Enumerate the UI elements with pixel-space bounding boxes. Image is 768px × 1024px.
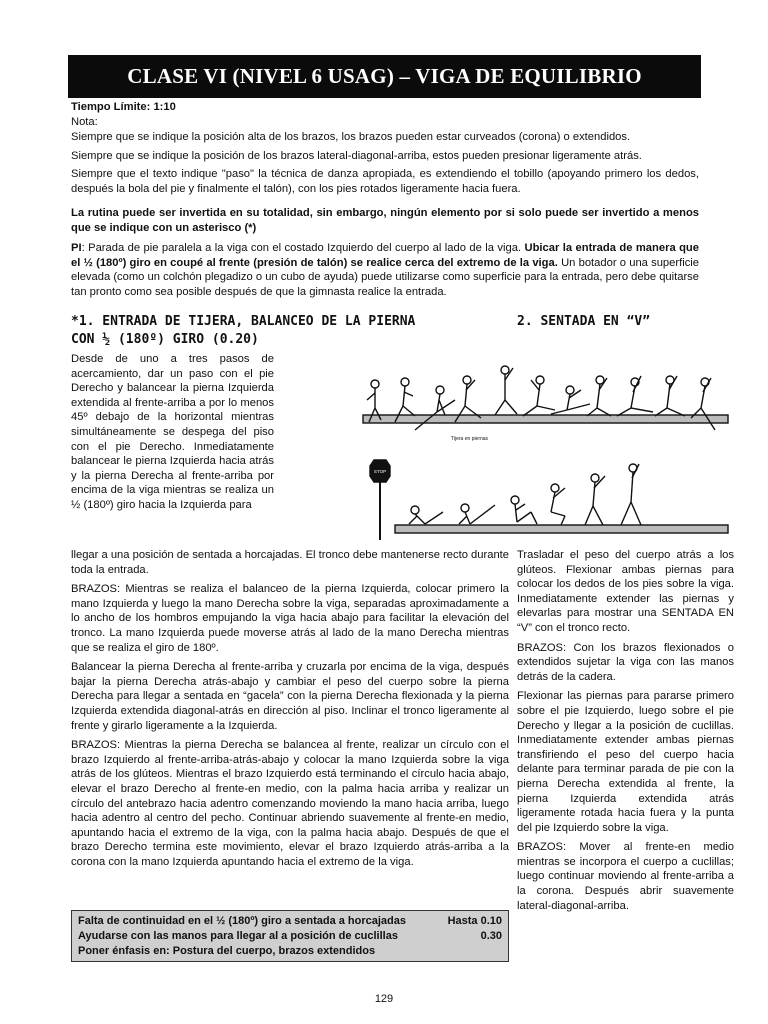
- pi-label: PI: [71, 242, 82, 254]
- invert-note: La rutina puede ser invertida en su totalidad, sin embargo, ningún elemento por si solo puede ser invertido a menos que se indique con un asterisco (*): [71, 207, 699, 234]
- note-3: Siempre que el texto indique "paso" la técnica de danza apropiada, es extendiendo el tobillo (apoyando primero los dedos, después la bola del pie y finalmente el talón), con los pies rotados ligeramente hacia fuera.: [71, 168, 699, 195]
- deductions-box: [71, 910, 509, 962]
- deduction-row: [78, 944, 502, 959]
- right-paragraph: Trasladar el peso del cuerpo atrás a los glúteos. Flexionar ambas piernas para colocar los dedos de los pies sobre la viga. Inmediatamente extender las piernas y elevarlas para mostrar una SENTADA EN “V” con el tronco recto.: [517, 549, 734, 634]
- deduction-text: Ayudarse con las manos para llegar al a posición de cuclillas: [78, 930, 398, 942]
- section-1-title: *1. ENTRADA DE TIJERA, BALANCEO DE LA PIERNA CON ½ (180º) GIRO (0.20): [71, 314, 416, 347]
- pi-text-2: Un botador o una superficie elevada (como un colchón plegadizo o un cubo de ayuda) puede utilizarse como superficie para la entrada, pero debe quitarse tan pronto como sea posible después de que la gimnasta realice la entrada.: [71, 256, 699, 298]
- gymnast-illustration: [355, 360, 733, 545]
- note-label: Nota:: [71, 116, 98, 128]
- page-title: [68, 55, 701, 98]
- deduction-value: Hasta 0.10: [447, 915, 502, 927]
- section-1-body: [71, 548, 509, 874]
- note-2: Siempre que se indique la posición de los brazos lateral-diagonal-arriba, estos pueden presionar ligeramente atrás.: [71, 150, 642, 162]
- beam-label: Tijera en piernas: [451, 436, 489, 442]
- pi-bold: Ubicar la entrada de manera que el ½ (180º) giro en coupé al frente (presión de talón) se realice cerca del extremo de la viga.: [71, 242, 699, 269]
- note-1: Siempre que se indique la posición alta de los brazos, los brazos pueden estar curveados (corona) o extendidos.: [71, 131, 631, 143]
- upper-beam: [363, 415, 728, 423]
- time-limit: Tiempo Límite: 1:10: [71, 101, 176, 113]
- lower-figures: [409, 464, 641, 525]
- right-paragraph: BRAZOS: Con los brazos flexionados o extendidos sujetar la viga con las manos detrás de la cadera.: [517, 641, 734, 683]
- right-paragraph: Flexionar las piernas para pararse primero sobre el pie Izquierdo, luego sobre el pie Derecho y llegar a la posición de cuclillas. Inmediatamente extender ambas piernas transfiriendo el peso del cuerpo hacia delante para terminar parada de pie con la pierna Derecha extendida al frente, la pierna Izquierda extendida atrás ligeramente rotada hacia fuera y la punta del pie Izquierdo sobre la viga.: [517, 690, 734, 834]
- left-paragraph: BRAZOS: Mientras se realiza el balanceo de la pierna Izquierda, colocar primero la mano Izquierda y luego la mano Derecha sobre la viga, separadas aproximadamente a lo ancho de los hombros empujando la viga hacia abajo para facilitar la elevación del tronco. La mano Izquierda puede moverse atrás al lado de la mano Derecha mientras que se realiza el giro de 180º.: [71, 583, 509, 654]
- stop-sign-text: STOP: [373, 469, 387, 474]
- left-paragraph: Balancear la pierna Derecha al frente-arriba y cruzarla por encima de la viga, después bajar la pierna Derecha atrás-abajo y cambiar el peso del cuerpo sobre la pierna Derecha para llegar a sentada en “gacela” con la pierna Derecha flexionada y la pierna Izquierda extendida diagonal-atrás en dirección al piso. Inclinar el tronco ligeramente al frente y girarlo ligeramente a la Izquierda.: [71, 661, 509, 732]
- section-2-title: 2. SENTADA EN “V”: [517, 314, 651, 329]
- section-2-body: [517, 548, 734, 918]
- deduction-text: Falta de continuidad en el ½ (180º) giro a sentada a horcajadas: [78, 915, 407, 927]
- page-number: 129: [374, 993, 394, 1005]
- left-paragraph: llegar a una posición de sentada a horcajadas. El tronco debe mantenerse recto durante toda la entrada.: [71, 549, 509, 576]
- lower-beam: [395, 525, 728, 533]
- deduction-text: Poner énfasis en: Postura del cuerpo, brazos extendidos: [78, 945, 376, 957]
- pi-text-1: : Parada de pie paralela a la viga con el costado Izquierdo del cuerpo al lado de la viga.: [81, 242, 525, 254]
- page-title-text: CLASE VI (NIVEL 6 USAG) – VIGA DE EQUILIBRIO: [127, 64, 642, 88]
- deduction-value: 0.30: [480, 930, 502, 942]
- right-paragraph: BRAZOS: Mover al frente-en medio mientras se incorpora el cuerpo a cuclillas; luego continuar moviendo al frente-arriba a la corona. Después abrir suavemente lateral-diagonal-arriba.: [517, 841, 734, 912]
- left-paragraph: BRAZOS: Mientras la pierna Derecha se balancea al frente, realizar un círculo con el brazo Izquierdo al frente-arriba-atrás-abajo y colocar la mano Izquierda sobre la viga atrás de los glúteos. Mientras el brazo Izquierdo está terminando el círculo hacia abajo, elevar el brazo Derecho al frente-en medio, con la palma hacia arriba y realizar un círculo del antebrazo hacia adentro comenzando moviendo la mano hacia arriba, luego hacia adentro al centro del pecho. Continuar abriendo suavemente al frente-en medio, apuntando hacia el extremo de la viga, con la palma hacia abajo. Después de que el brazo Derecho termina este movimiento, elevar el brazo Izquierdo atrás-arriba a la corona con la mano Izquierda apuntando hacia el extremo de la viga.: [71, 739, 509, 868]
- deduction-row: [78, 914, 502, 929]
- starting-position: [71, 241, 699, 299]
- deduction-row: [78, 929, 502, 944]
- section-1-intro: Desde de uno a tres pasos de acercamiento, dar un paso con el pie Derecho y balancear la pierna Izquierda extendida al frente-arriba a por lo menos 45º debajo de la horizontal mientras simultáneamente se despega del piso con el pie Derecho. Inmediatamente balancear le pierna Izquierda hacia atrás y la pierna Derecha al frente-arriba por encima de la viga mientras se realiza un ½ (180º) giro hacia la Izquierda para: [71, 353, 274, 511]
